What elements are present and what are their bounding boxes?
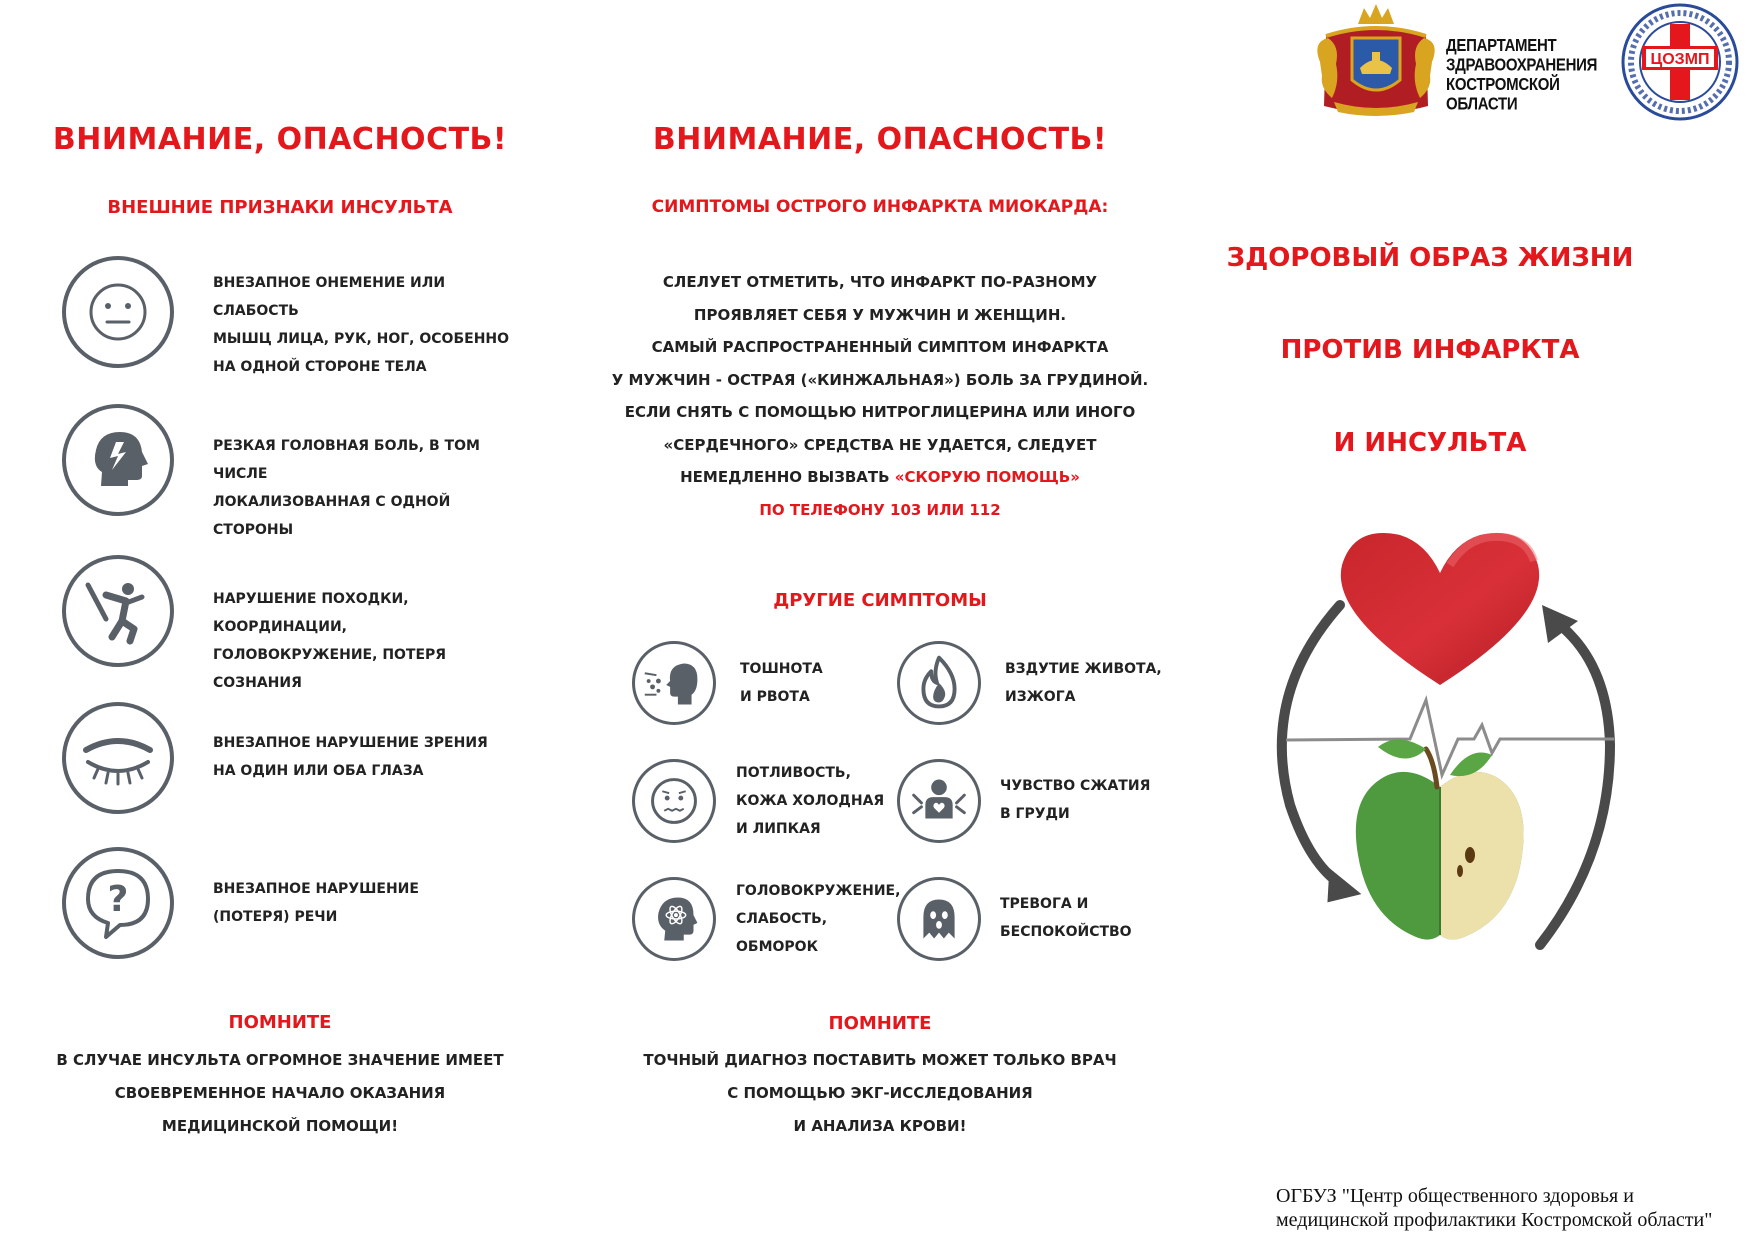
infarction-description: СЛЕЛУЕТ ОТМЕТИТЬ, ЧТО ИНФАРКТ ПО-РАЗНОМУ ПРОЯВЛЯЕТ СЕБЯ У МУЖЧИН И ЖЕНЩИН. САМЫЙ РАСПРОСТРАНЕННЫЙ СИМПТОМ ИНФАРКТА У МУЖЧИН - ОСТРАЯ («КИНЖАЛЬНАЯ») БОЛЬ ЗА ГРУДИНОЙ. ЕСЛИ СНЯТЬ С ПОМОЩЬЮ НИТРОГЛИЦЕРИНА ИЛИ ИНОГО «СЕРДЕЧНОГО» СРЕДСТВА НЕ УДАЕТСЯ, СЛЕДУЕТ НЕМЕДЛЕННО ВЫЗВАТЬ «СКОРУЮ ПОМОЩЬ» ПО ТЕЛЕФОНУ 103 ИЛИ 112 (600, 266, 1160, 526)
svg-text:?: ? (107, 879, 129, 920)
symptom-icon (632, 877, 716, 961)
symptom-icon (897, 759, 981, 843)
symptom-text: ТОШНОТА И РВОТА (740, 661, 823, 705)
stroke-symptom-icon (62, 256, 174, 368)
headache-icon (66, 408, 170, 512)
closed-eye-icon (66, 706, 170, 810)
czozmp-logo-text: ЦОЗМП (1650, 51, 1710, 68)
stroke-symptom-icon (62, 847, 174, 959)
stroke-symptom-text: РЕЗКАЯ ГОЛОВНАЯ БОЛЬ, В ТОМ ЧИСЛЕ ЛОКАЛИЗОВАННАЯ С ОДНОЙ СТОРОНЫ (213, 438, 480, 538)
symptom-icon (632, 641, 716, 725)
phone-numbers: ПО ТЕЛЕФОНУ 103 ИЛИ 112 (759, 500, 1001, 519)
vomit-icon (635, 644, 713, 722)
left-remember-title: ПОМНИТЕ (228, 1012, 332, 1033)
heartburn-icon (900, 644, 978, 722)
heart-apple-illustration (1230, 525, 1650, 1005)
organization-footer: ОГБУЗ "Центр общественного здоровья и медицинской профилактики Костромской области" (1276, 1185, 1713, 1231)
left-title: ВНИМАНИЕ, ОПАСНОСТЬ! (52, 122, 508, 157)
czozmp-seal-logo (1620, 2, 1740, 122)
stroke-symptom-icon (62, 702, 174, 814)
anxiety-ghost-icon (900, 880, 978, 958)
speech-question-icon (66, 851, 170, 955)
symptom-text: ТРЕВОГА И БЕСПОКОЙСТВО (1000, 896, 1132, 940)
other-symptoms-title: ДРУГИЕ СИМПТОМЫ (773, 590, 987, 611)
symptom-text: ВЗДУТИЕ ЖИВОТА, ИЗЖОГА (1005, 661, 1162, 705)
symptom-text: ГОЛОВОКРУЖЕНИЕ, СЛАБОСТЬ, ОБМОРОК (736, 883, 901, 955)
stroke-symptom-icon (62, 555, 174, 667)
symptom-text: ПОТЛИВОСТЬ, КОЖА ХОЛОДНАЯ И ЛИПКАЯ (736, 765, 885, 837)
stroke-symptom-text: НАРУШЕНИЕ ПОХОДКИ, КООРДИНАЦИИ, ГОЛОВОКРУЖЕНИЕ, ПОТЕРЯ СОЗНАНИЯ (213, 591, 447, 691)
falling-person-icon (66, 559, 170, 663)
department-name: ДЕПАРТАМЕНТ ЗДРАВООХРАНЕНИЯ КОСТРОМСКОЙ ОБЛАСТИ (1446, 36, 1598, 115)
healthy-lifestyle-title-3: И ИНСУЛЬТА (1333, 428, 1527, 458)
face-numb-icon (66, 260, 170, 364)
middle-remember-text: ТОЧНЫЙ ДИАГНОЗ ПОСТАВИТЬ МОЖЕТ ТОЛЬКО ВРАЧ С ПОМОЩЬЮ ЭКГ-ИССЛЕДОВАНИЯ И АНАЛИЗА КРОВИ! (643, 1051, 1117, 1135)
stroke-symptom-text: ВНЕЗАПНОЕ НАРУШЕНИЕ ЗРЕНИЯ НА ОДИН ИЛИ ОБА ГЛАЗА (213, 735, 488, 779)
middle-remember-title: ПОМНИТЕ (828, 1013, 932, 1034)
stroke-symptom-icon (62, 404, 174, 516)
sweat-face-icon (635, 762, 713, 840)
dizzy-head-icon (635, 880, 713, 958)
middle-title: ВНИМАНИЕ, ОПАСНОСТЬ! (652, 122, 1108, 157)
stroke-symptom-text: ВНЕЗАПНОЕ ОНЕМЕНИЕ ИЛИ СЛАБОСТЬ МЫШЦ ЛИЦА, РУК, НОГ, ОСОБЕННО НА ОДНОЙ СТОРОНЕ ТЕЛА (213, 275, 510, 375)
symptom-icon (632, 759, 716, 843)
healthy-lifestyle-title-2: ПРОТИВ ИНФАРКТА (1280, 335, 1580, 365)
symptom-icon (897, 877, 981, 961)
chest-pressure-icon (900, 762, 978, 840)
stroke-symptom-text: ВНЕЗАПНОЕ НАРУШЕНИЕ (ПОТЕРЯ) РЕЧИ (213, 881, 419, 925)
region-coat-of-arms (1310, 2, 1442, 118)
symptom-text: ЧУВСТВО СЖАТИЯ В ГРУДИ (1000, 778, 1151, 822)
ambulance-callout: «СКОРУЮ ПОМОЩЬ» (894, 468, 1080, 486)
middle-subtitle: СИМПТОМЫ ОСТРОГО ИНФАРКТА МИОКАРДА: (651, 197, 1109, 217)
left-subtitle: ВНЕШНИЕ ПРИЗНАКИ ИНСУЛЬТА (107, 197, 453, 218)
symptom-icon (897, 641, 981, 725)
left-remember-text: В СЛУЧАЕ ИНСУЛЬТА ОГРОМНОЕ ЗНАЧЕНИЕ ИМЕЕТ СВОЕВРЕМЕННОЕ НАЧАЛО ОКАЗАНИЯ МЕДИЦИНСКОЙ ПОМОЩИ! (56, 1051, 504, 1135)
healthy-lifestyle-title-1: ЗДОРОВЫЙ ОБРАЗ ЖИЗНИ (1226, 243, 1634, 273)
heart-icon (1341, 533, 1539, 685)
